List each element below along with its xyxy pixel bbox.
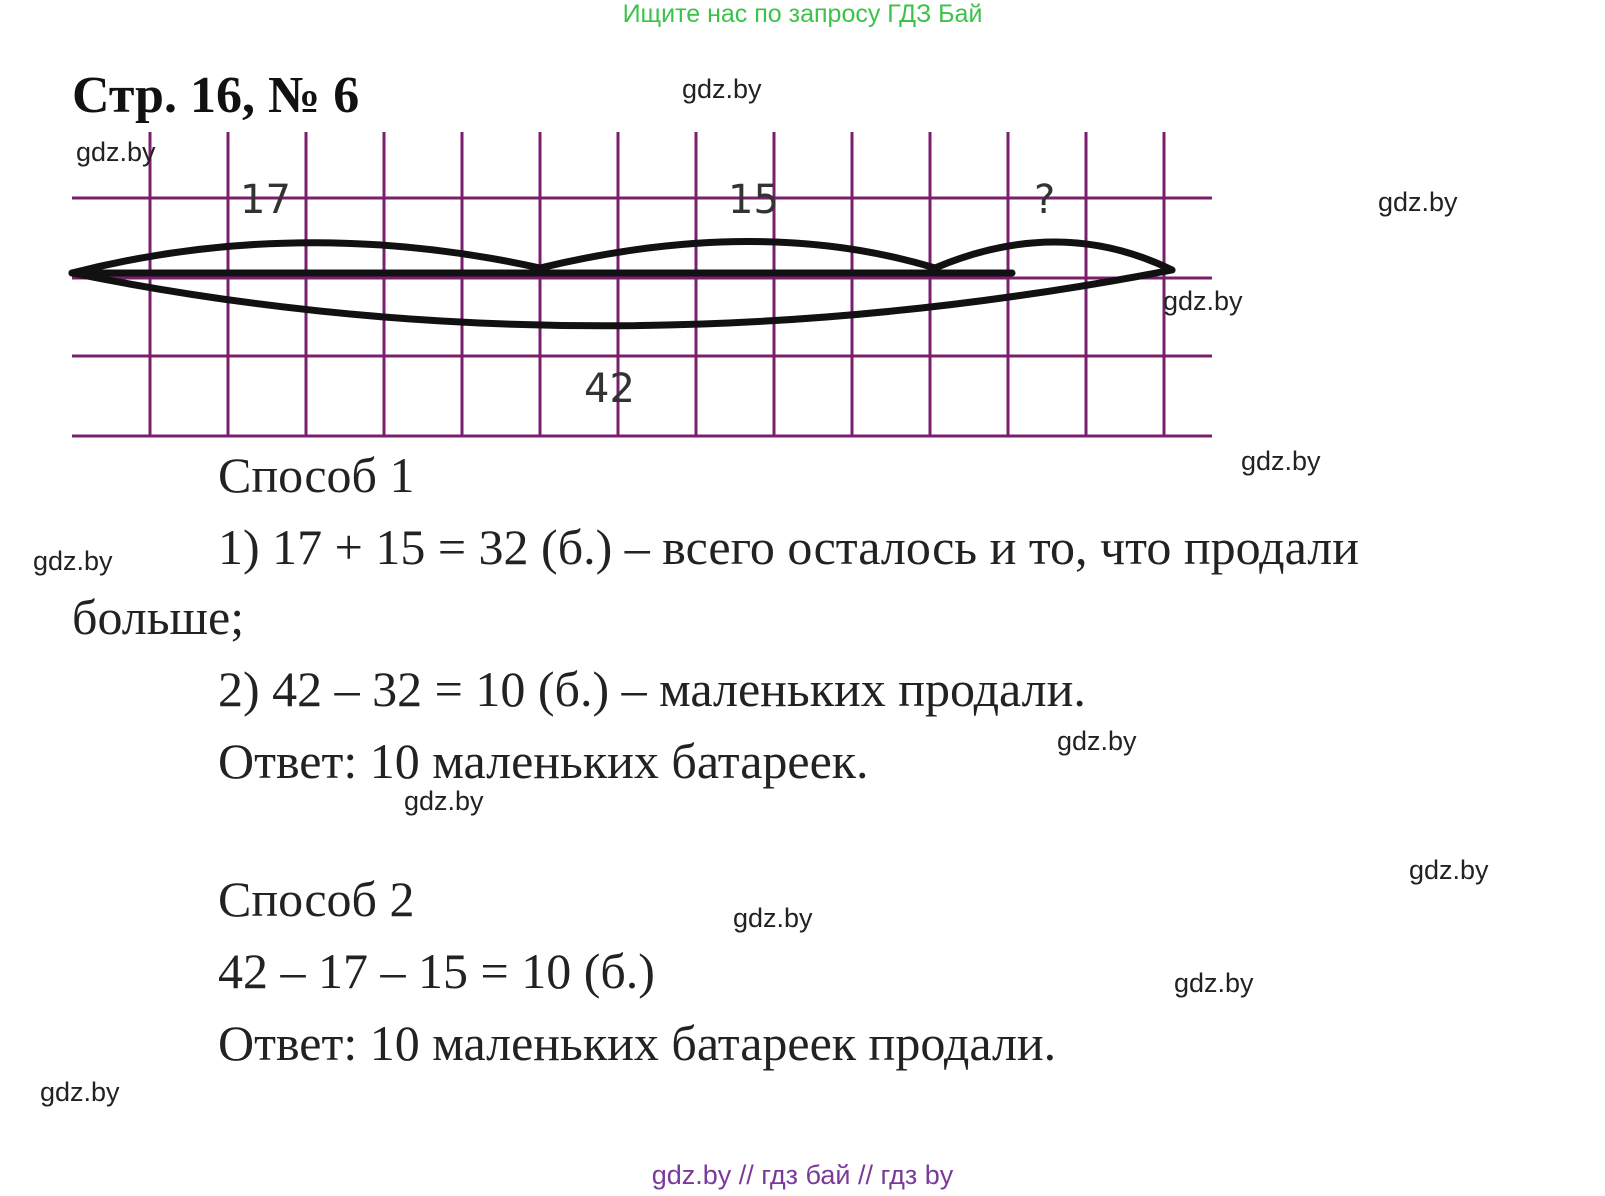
arc-15 (540, 242, 935, 269)
method2-expression: 42 – 17 – 15 = 10 (б.) (218, 943, 655, 999)
watermark: gdz.by (1057, 726, 1137, 756)
method1-answer: Ответ: 10 маленьких батареек. (218, 733, 869, 789)
watermark: gdz.by (1174, 968, 1254, 998)
method1-heading: Способ 1 (218, 447, 415, 503)
watermark: gdz.by (733, 903, 813, 933)
footer-links: gdz.by // гдз бай // гдз by (651, 1160, 954, 1190)
watermark: gdz.by (76, 137, 156, 167)
watermark: gdz.by (1378, 187, 1458, 217)
watermark: gdz.by (682, 74, 762, 104)
method1-step1-line2: больше; (72, 589, 245, 645)
label-question: ? (1034, 177, 1056, 223)
search-banner: Ищите нас по запросу ГДЗ Бай (622, 0, 983, 28)
method2-answer: Ответ: 10 маленьких батареек продали. (218, 1015, 1057, 1071)
watermark: gdz.by (40, 1077, 120, 1107)
watermark: gdz.by (1241, 446, 1321, 476)
method2-heading: Способ 2 (218, 871, 415, 927)
watermark: gdz.by (1163, 286, 1243, 316)
label-42: 42 (584, 366, 635, 412)
watermark: gdz.by (404, 786, 484, 816)
method1-step2: 2) 42 – 32 = 10 (б.) – маленьких продали. (218, 661, 1086, 717)
segment-diagram (0, 0, 1605, 460)
method1-step1-line1: 1) 17 + 15 = 32 (б.) – всего осталось и то, что продали (218, 519, 1359, 575)
page-title: Стр. 16, № 6 (72, 67, 360, 124)
label-15: 15 (728, 177, 779, 223)
watermark: gdz.by (33, 546, 113, 576)
watermark: gdz.by (1409, 855, 1489, 885)
arc-question (935, 242, 1172, 270)
label-17: 17 (240, 177, 291, 223)
